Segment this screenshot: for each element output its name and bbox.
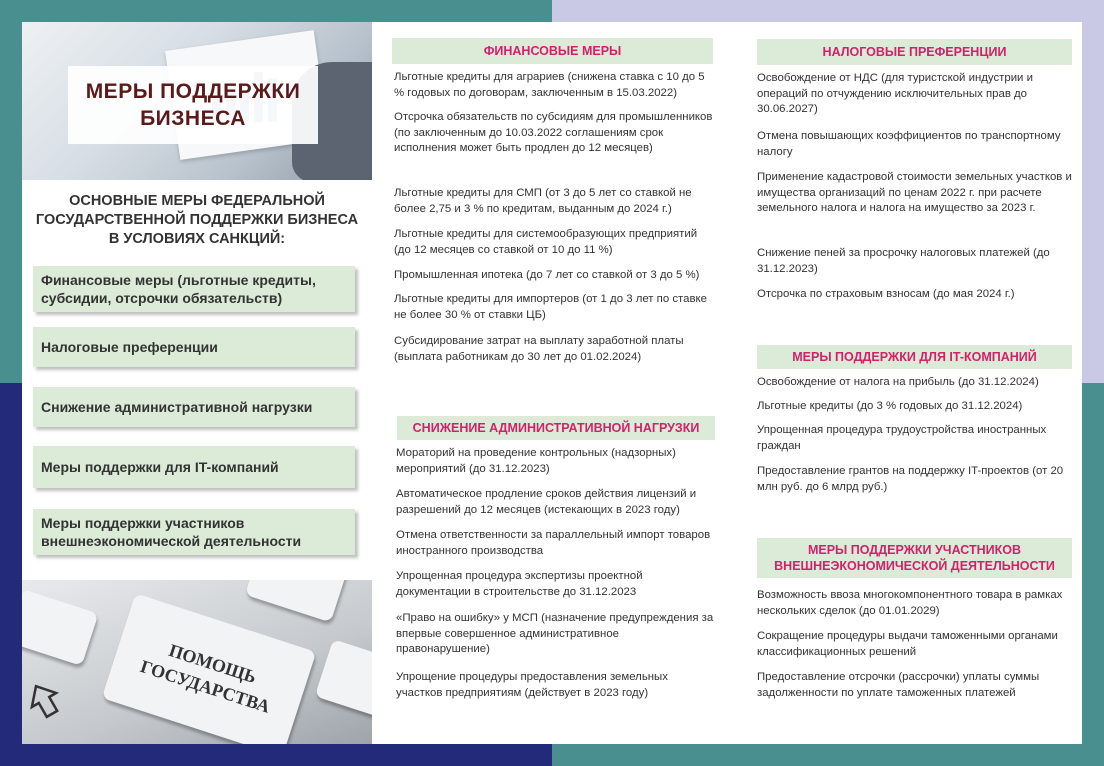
admin-item: Упрощение процедуры предоставления земельных участков предприятиям (действует в 2023 году) bbox=[396, 671, 668, 699]
menu-it: Меры поддержки для IT-компаний bbox=[33, 446, 355, 488]
arrow-up-icon bbox=[26, 680, 62, 720]
title-box bbox=[68, 66, 318, 144]
page-title: МЕРЫ ПОДДЕРЖКИ БИЗНЕСА bbox=[85, 80, 301, 130]
tax-item: Снижение пеней за просрочку налоговых платежей (до 31.12.2023) bbox=[757, 247, 1050, 275]
tax-item: Применение кадастровой стоимости земельных участков и имущества организаций по ценам 2022 г. при расчете земельного налога и налога на имущество за 2023 г. bbox=[757, 171, 1072, 214]
admin-item: Мораторий на проведение контрольных (надзорных) мероприятий (до 31.12.2023) bbox=[396, 447, 676, 475]
tax-item: Отмена повышающих коэффициентов по транспортному налогу bbox=[757, 130, 1061, 158]
financial-item: Промышленная ипотека (до 7 лет со ставкой от 3 до 5 %) bbox=[394, 269, 700, 281]
help-key-label: ПОМОЩЬ ГОСУДАРСТВА bbox=[138, 640, 273, 717]
admin-item: Упрощенная процедура экспертизы проектной документации в строительстве до 31.12.2023 bbox=[396, 570, 643, 598]
menu-foreign: Меры поддержки участников внешнеэкономической деятельности bbox=[33, 509, 355, 555]
help-key bbox=[102, 593, 317, 744]
it-item: Упрощенная процедура трудоустройства иностранных граждан bbox=[757, 424, 1047, 452]
financial-item: Льготные кредиты для системообразующих предприятий (до 12 месяцев со ставкой от 10 до 11 %) bbox=[394, 228, 698, 256]
financial-item: Льготные кредиты для СМП (от 3 до 5 лет со ставкой не более 2,75 и 3 % по кредитам, выданным до 2024 г.) bbox=[394, 187, 692, 215]
section-header-tax: НАЛОГОВЫЕ ПРЕФЕРЕНЦИИ bbox=[757, 39, 1072, 65]
foreign-item: Сокращение процедуры выдачи таможенными органами классификационных решений bbox=[757, 630, 1058, 658]
tax-item: Отсрочка по страховым взносам (до мая 2024 г.) bbox=[757, 288, 1015, 300]
keyboard-key bbox=[22, 589, 99, 666]
financial-item: Отсрочка обязательств по субсидиям для промышленников (по заключенным до 10.03.2022 соглашениям срок исполнения может быть продлен до 12 месяцев) bbox=[394, 111, 713, 154]
main-heading: ОСНОВНЫЕ МЕРЫ ФЕДЕРАЛЬНОЙ ГОСУДАРСТВЕННОЙ ПОДДЕРЖКИ БИЗНЕСА В УСЛОВИЯХ САНКЦИЙ: bbox=[35, 193, 359, 247]
it-item: Предоставление грантов на поддержку IT-проектов (от 20 млн руб. до 6 млрд руб.) bbox=[757, 465, 1064, 493]
keyboard-key bbox=[315, 639, 372, 721]
menu-financial: Финансовые меры (льготные кредиты, субсидии, отсрочки обязательств) bbox=[33, 266, 355, 312]
it-item: Льготные кредиты (до 3 % годовых до 31.12.2024) bbox=[757, 400, 1023, 412]
section-header-foreign: МЕРЫ ПОДДЕРЖКИ УЧАСТНИКОВ ВНЕШНЕЭКОНОМИЧЕСКОЙ ДЕЯТЕЛЬНОСТИ bbox=[757, 538, 1072, 578]
foreign-item: Возможность ввоза многокомпонентного товара в рамках нескольких сделок (до 01.01.2029) bbox=[757, 589, 1063, 617]
menu-admin: Снижение административной нагрузки bbox=[33, 387, 355, 427]
tax-item: Освобождение от НДС (для туристской индустрии и операций по отчуждению исключительных прав до 30.06.2027) bbox=[757, 72, 1033, 115]
keyboard-key bbox=[245, 580, 349, 622]
admin-item: Автоматическое продление сроков действия лицензий и разрешений до 12 месяцев (истекающих в 2023 году) bbox=[396, 488, 697, 516]
financial-item: Льготные кредиты для аграриев (снижена ставка с 10 до 5 % годовых по договорам, заключенным в 15.03.2022) bbox=[394, 71, 705, 99]
section-header-admin: СНИЖЕНИЕ АДМИНИСТРАТИВНОЙ НАГРУЗКИ bbox=[397, 416, 715, 440]
menu-tax: Налоговые преференции bbox=[33, 327, 355, 367]
admin-item: «Право на ошибку» у МСП (назначение предупреждения за впервые совершенное административное правонарушение) bbox=[396, 612, 714, 655]
foreign-item: Предоставление отсрочки (рассрочки) уплаты суммы задолженности по уплате таможенных платежей bbox=[757, 671, 1040, 699]
section-header-financial: ФИНАНСОВЫЕ МЕРЫ bbox=[392, 38, 713, 64]
it-item: Освобождение от налога на прибыль (до 31.12.2024) bbox=[757, 376, 1039, 388]
section-header-it: МЕРЫ ПОДДЕРЖКИ ДЛЯ IT-КОМПАНИЙ bbox=[757, 345, 1072, 369]
admin-item: Отмена ответственности за параллельный импорт товаров иностранного производства bbox=[396, 529, 711, 557]
financial-item: Субсидирование затрат на выплату заработной платы (выплата работникам до 30 лет до 01.02.2024) bbox=[394, 335, 684, 363]
financial-item: Льготные кредиты для импортеров (от 1 до 3 лет по ставке не более 30 % от ставки ЦБ) bbox=[394, 293, 707, 321]
keyboard-photo bbox=[22, 580, 372, 744]
